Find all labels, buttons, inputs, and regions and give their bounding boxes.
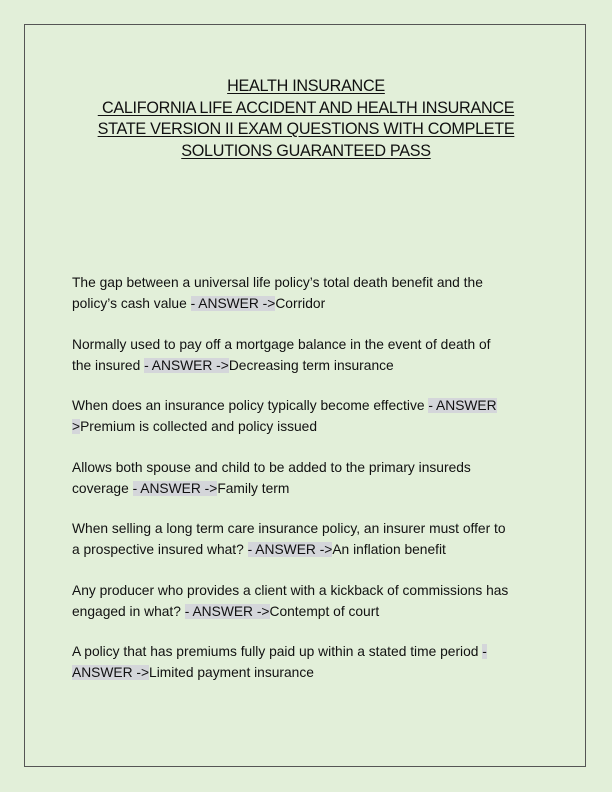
title-line-3: STATE VERSION II EXAM QUESTIONS WITH COMPLETE — [97, 120, 515, 138]
qa-item — [72, 457, 552, 519]
document-title — [40, 76, 572, 162]
answer-text: Limited payment insurance — [149, 665, 314, 680]
question-line: A policy that has premiums fully paid up within a stated time period - — [72, 644, 487, 659]
question-line: When does an insurance policy typically become effective - ANSWER — [72, 398, 497, 413]
question-line: Normally used to pay off a mortgage balance in the event of death of — [72, 336, 491, 352]
answer-text: Corridor — [275, 296, 326, 311]
title-line-1: HEALTH INSURANCE — [227, 77, 385, 95]
qa-item — [72, 518, 552, 580]
answer-marker: - ANSWER -> — [132, 480, 218, 496]
qa-item — [72, 641, 552, 703]
answer-marker: - — [482, 644, 487, 659]
answer-marker-continued: > — [72, 419, 81, 434]
question-line: the insured - ANSWER ->Decreasing term insurance — [72, 357, 394, 373]
question-line: When selling a long term care insurance policy, an insurer must offer to — [72, 521, 506, 536]
title-line-2: CALIFORNIA LIFE ACCIDENT AND HEALTH INSURANCE — [97, 98, 515, 117]
answer-text: Contempt of court — [269, 603, 380, 619]
answer-marker: - ANSWER -> — [247, 542, 333, 557]
question-line: a prospective insured what? - ANSWER ->An inflation benefit — [72, 542, 446, 557]
qa-item — [72, 580, 552, 642]
answer-marker-continued: ANSWER -> — [72, 665, 150, 680]
question-line: policy’s cash value - ANSWER ->Corridor — [72, 296, 326, 311]
question-line — [72, 416, 552, 437]
answer-text: Premium is collected and policy issued — [80, 419, 318, 434]
qa-list — [72, 272, 552, 703]
answer-marker: - ANSWER — [428, 398, 497, 413]
question-line: coverage - ANSWER ->Family term — [72, 480, 290, 496]
question-line: The gap between a universal life policy’s total death benefit and the — [72, 275, 483, 290]
answer-text: An inflation benefit — [332, 542, 446, 557]
qa-item — [72, 334, 552, 396]
question-line — [72, 662, 552, 683]
question-line: Allows both spouse and child to be added to the primary insureds — [72, 459, 471, 475]
qa-item — [72, 272, 552, 334]
question-line: Any producer who provides a client with a kickback of commissions has — [72, 582, 509, 598]
answer-marker: - ANSWER -> — [144, 357, 229, 373]
answer-text: Decreasing term insurance — [228, 357, 394, 373]
qa-item — [72, 395, 552, 457]
answer-text: Family term — [217, 480, 290, 496]
answer-marker: - ANSWER -> — [190, 296, 276, 311]
answer-marker: - ANSWER -> — [184, 603, 270, 619]
question-line: engaged in what? - ANSWER ->Contempt of court — [72, 603, 380, 619]
title-line-4: SOLUTIONS GUARANTEED PASS — [181, 141, 431, 160]
